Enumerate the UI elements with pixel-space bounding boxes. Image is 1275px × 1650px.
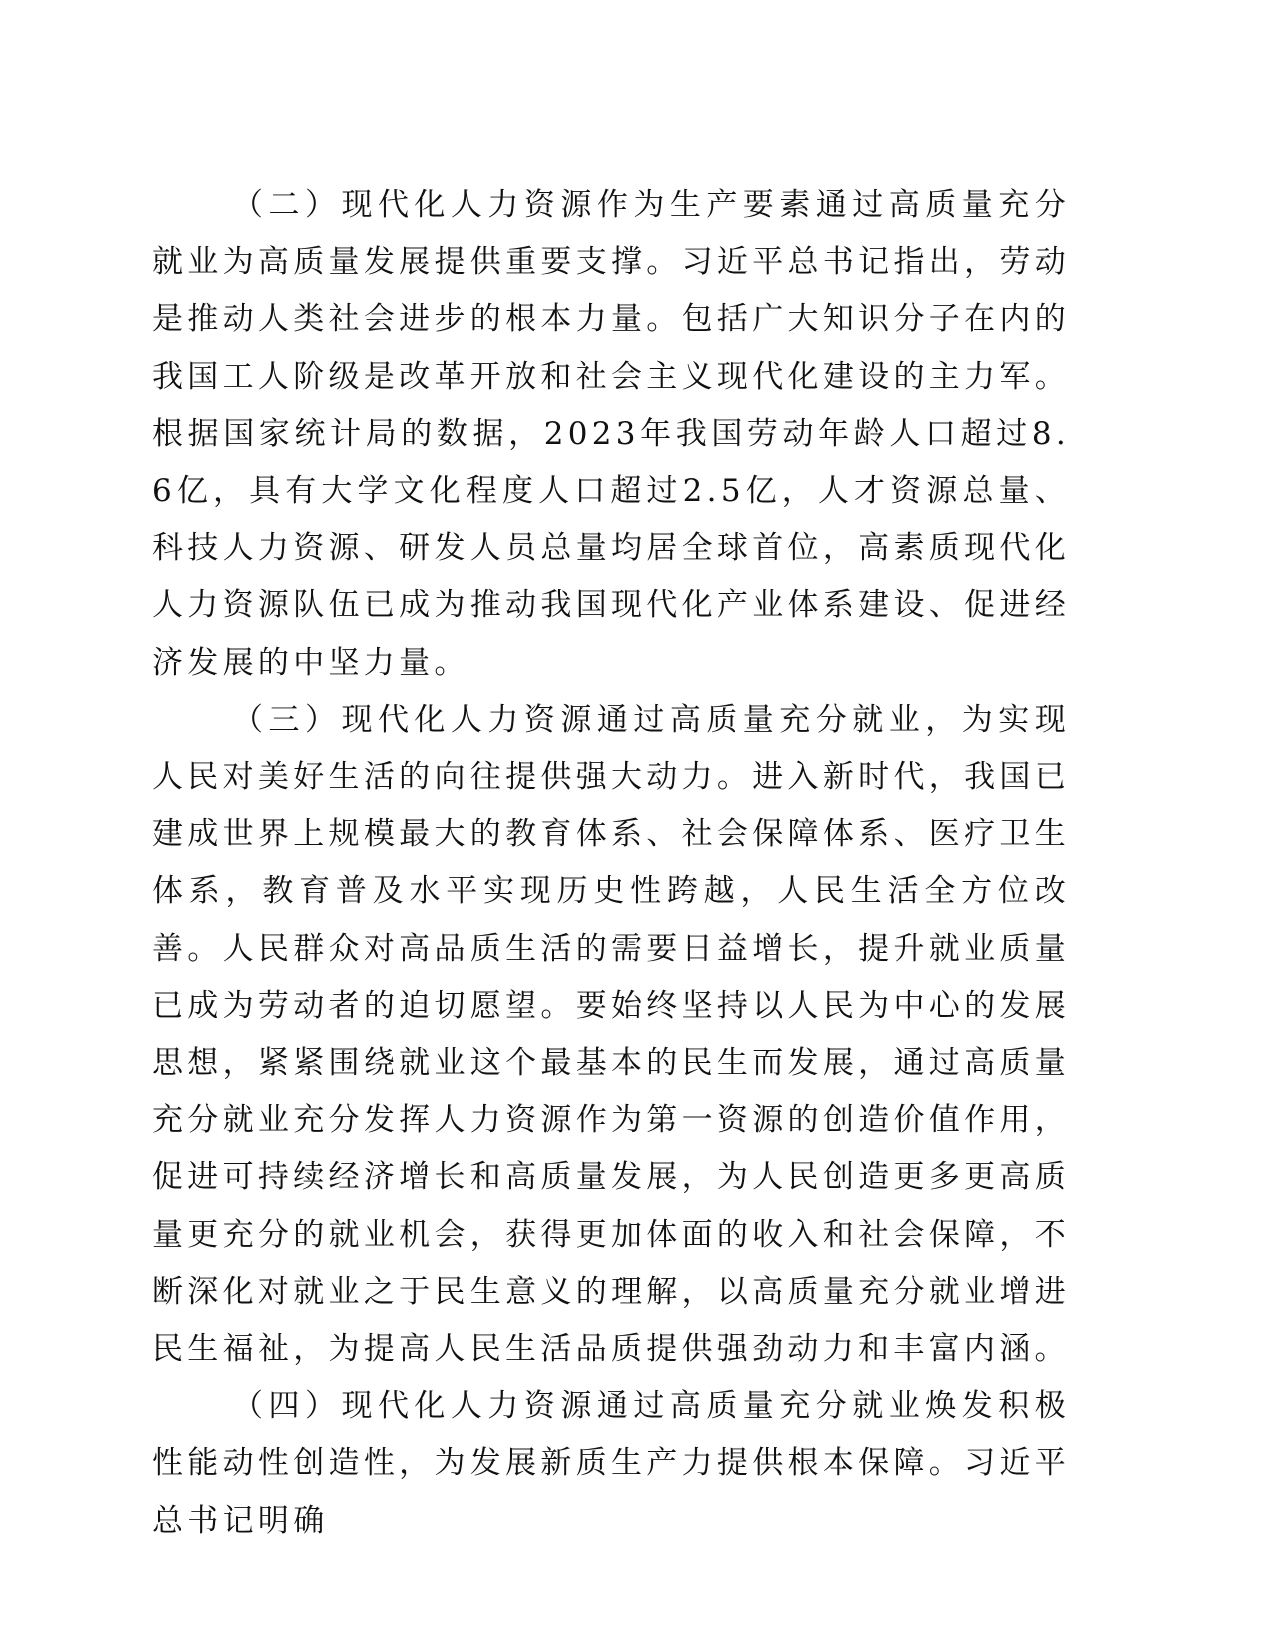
paragraph-section-four: （四）现代化人力资源通过高质量充分就业焕发积极性能动性创造性，为发展新质生产力提供根本保障。习近平总书记明确 — [152, 1388, 1070, 1539]
document-body — [152, 177, 1070, 1550]
paragraph-section-three: （三）现代化人力资源通过高质量充分就业，为实现人民对美好生活的向往提供强大动力。进入新时代，我国已建成世界上规模最大的教育体系、社会保障体系、医疗卫生体系，教育普及水平实现历史性跨越，人民生活全方位改善。人民群众对高品质生活的需要日益增长，提升就业质量已成为劳动者的迫切愿望。要始终坚持以人民为中心的发展思想，紧紧围绕就业这个最基本的民生而发展，通过高质量充分就业充分发挥人力资源作为第一资源的创造价值作用，促进可持续经济增长和高质量发展，为人民创造更多更高质量更充分的就业机会，获得更加体面的收入和社会保障，不断深化对就业之于民生意义的理解，以高质量充分就业增进民生福祉，为提高人民生活品质提供强劲动力和丰富内涵。 — [152, 701, 1070, 1368]
paragraph-section-two: （二）现代化人力资源作为生产要素通过高质量充分就业为高质量发展提供重要支撑。习近平总书记指出，劳动是推动人类社会进步的根本力量。包括广大知识分子在内的我国工人阶级是改革开放和社会主义现代化建设的主力军。根据国家统计局的数据，2023年我国劳动年龄人口超过8.6亿，具有大学文化程度人口超过2.5亿，人才资源总量、科技人力资源、研发人员总量均居全球首位，高素质现代化人力资源队伍已成为推动我国现代化产业体系建设、促进经济发展的中坚力量。 — [152, 187, 1070, 681]
